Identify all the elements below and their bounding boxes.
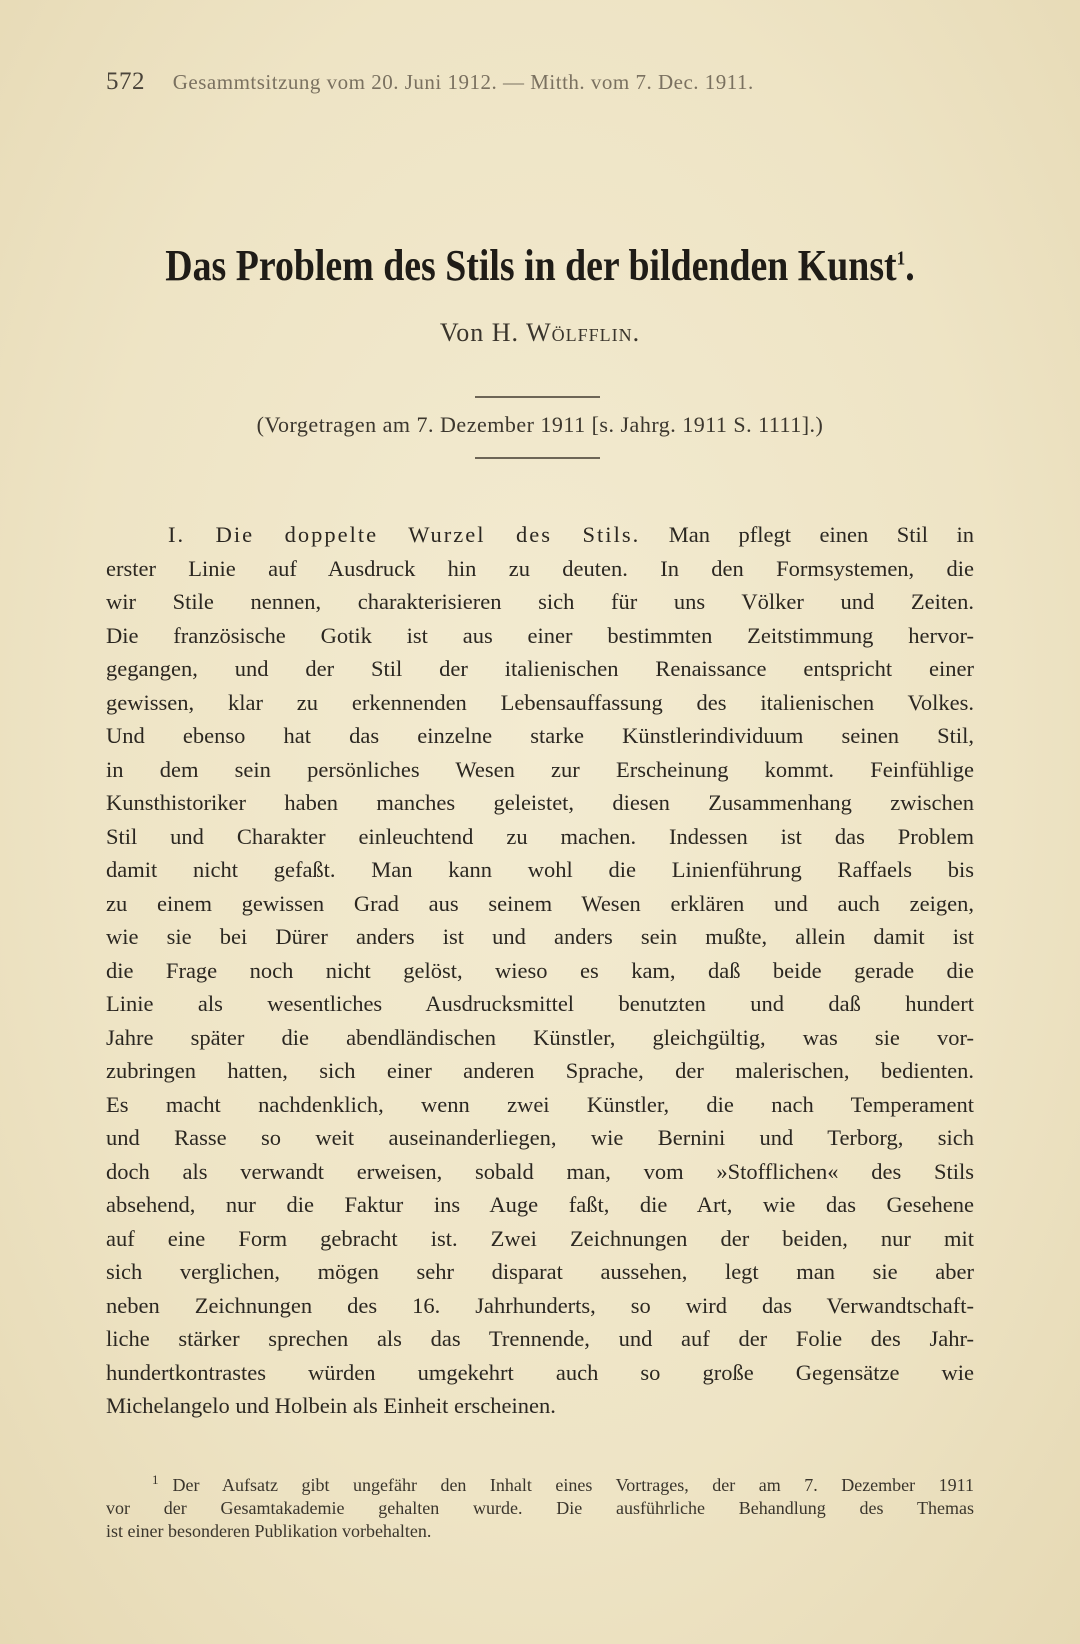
body-line: in dem sein persönliches Wesen zur Erscheinung kommt. Feinfühlige	[106, 756, 974, 782]
body-line: liche stärker sprechen als das Trennende, und auf der Folie des Jahr-	[106, 1326, 974, 1351]
body-line: doch als verwandt erweisen, sobald man, vom »Stofflichen« des Stils	[106, 1158, 974, 1184]
section-heading: I. Die doppelte Wurzel des Stils.	[168, 522, 641, 547]
title-footnote-marker: 1	[896, 247, 906, 270]
body-line: Und ebenso hat das einzelne starke Künstlerindividuum seinen Stil,	[106, 723, 974, 748]
author-name: H. Wölfflin.	[491, 318, 641, 347]
body-line: neben Zeichnungen des 16. Jahrhunderts, so wird das Verwandtschaft-	[106, 1292, 974, 1318]
body-line: Stil und Charakter einleuchtend zu machen. Indessen ist das Problem	[106, 823, 974, 849]
body-line: damit nicht gefaßt. Man kann wohl die Linienführung Raffaels bis	[106, 857, 974, 882]
divider-top	[475, 396, 600, 398]
footnote	[106, 1468, 974, 1543]
body-line: die Frage noch nicht gelöst, wieso es kam, daß beide gerade die	[106, 957, 974, 983]
article-title: Das Problem des Stils in der bildenden Kunst$^1$.	[165, 241, 915, 290]
body-line: Michelangelo und Holbein als Einheit erscheinen.	[106, 1393, 556, 1418]
body-line: wir Stile nennen, charakterisieren sich für uns Völker und Zeiten.	[106, 589, 974, 614]
body-line: zubringen hatten, sich einer anderen Sprache, der malerischen, bedienten.	[106, 1058, 974, 1083]
body-line: Kunsthistoriker haben manches geleistet, diesen Zusammenhang zwischen	[106, 790, 974, 815]
body-line: absehend, nur die Faktur ins Auge faßt, die Art, wie das Gesehene	[106, 1192, 974, 1217]
body-line: Jahre später die abendländischen Künstler, gleichgültig, was sie vor-	[106, 1024, 974, 1050]
footnote-line-text: Der Aufsatz gibt ungefähr den Inhalt eines Vortrages, der am 7. Dezember 1911	[172, 1475, 974, 1495]
footnote-marker: 1	[152, 1472, 159, 1487]
body-line-text: Man pflegt einen Stil in	[668, 522, 974, 547]
body-line: und Rasse so weit auseinanderliegen, wie Bernini und Terborg, sich	[106, 1125, 974, 1150]
body-text	[106, 518, 974, 1423]
body-line: Linie als wesentliches Ausdrucksmittel benutzten und daß hundert	[106, 991, 974, 1016]
presented-note: (Vorgetragen am 7. Dezember 1911 [s. Jahrg. 1911 S. 1111].)	[256, 412, 824, 437]
body-line: sich verglichen, mögen sehr disparat aussehen, legt man sie aber	[106, 1259, 974, 1284]
body-line: Die französische Gotik ist aus einer bestimmten Zeitstimmung hervor-	[106, 622, 974, 648]
body-line: erster Linie auf Ausdruck hin zu deuten. In den Formsystemen, die	[106, 555, 974, 581]
body-line	[106, 518, 974, 552]
body-line: gegangen, und der Stil der italienischen Renaissance entspricht einer	[106, 656, 974, 681]
body-line: hundertkontrastes würden umgekehrt auch so große Gegensätze wie	[106, 1359, 974, 1385]
body-line: wie sie bei Dürer anders ist und anders sein mußte, allein damit ist	[106, 924, 974, 949]
footnote-line: vor der Gesamtakademie gehalten wurde. Die ausführliche Behandlung des Themas	[106, 1498, 974, 1518]
body-line: Es macht nachdenklich, wenn zwei Künstler, die nach Temperament	[106, 1091, 974, 1117]
body-line: zu einem gewissen Grad aus seinem Wesen erklären und auch zeigen,	[106, 890, 974, 916]
article-author	[0, 318, 1080, 348]
author-prefix: Von	[439, 318, 485, 347]
divider-bottom	[475, 457, 600, 459]
body-line: gewissen, klar zu erkennenden Lebensauffassung des italienischen Volkes.	[106, 689, 974, 715]
running-head-text: Gesammtsitzung vom 20. Juni 1912. — Mitth. vom 7. Dec. 1911.	[172, 70, 754, 94]
body-line: auf eine Form gebracht ist. Zwei Zeichnungen der beiden, nur mit	[106, 1225, 974, 1251]
running-head	[106, 68, 986, 96]
article-title-text: Das Problem des Stils in der bildenden Kunst	[165, 241, 897, 290]
page-number: 572	[106, 68, 145, 95]
footnote-line: ist einer besonderen Publikation vorbehalten.	[106, 1521, 432, 1541]
footnote-line	[106, 1468, 974, 1497]
